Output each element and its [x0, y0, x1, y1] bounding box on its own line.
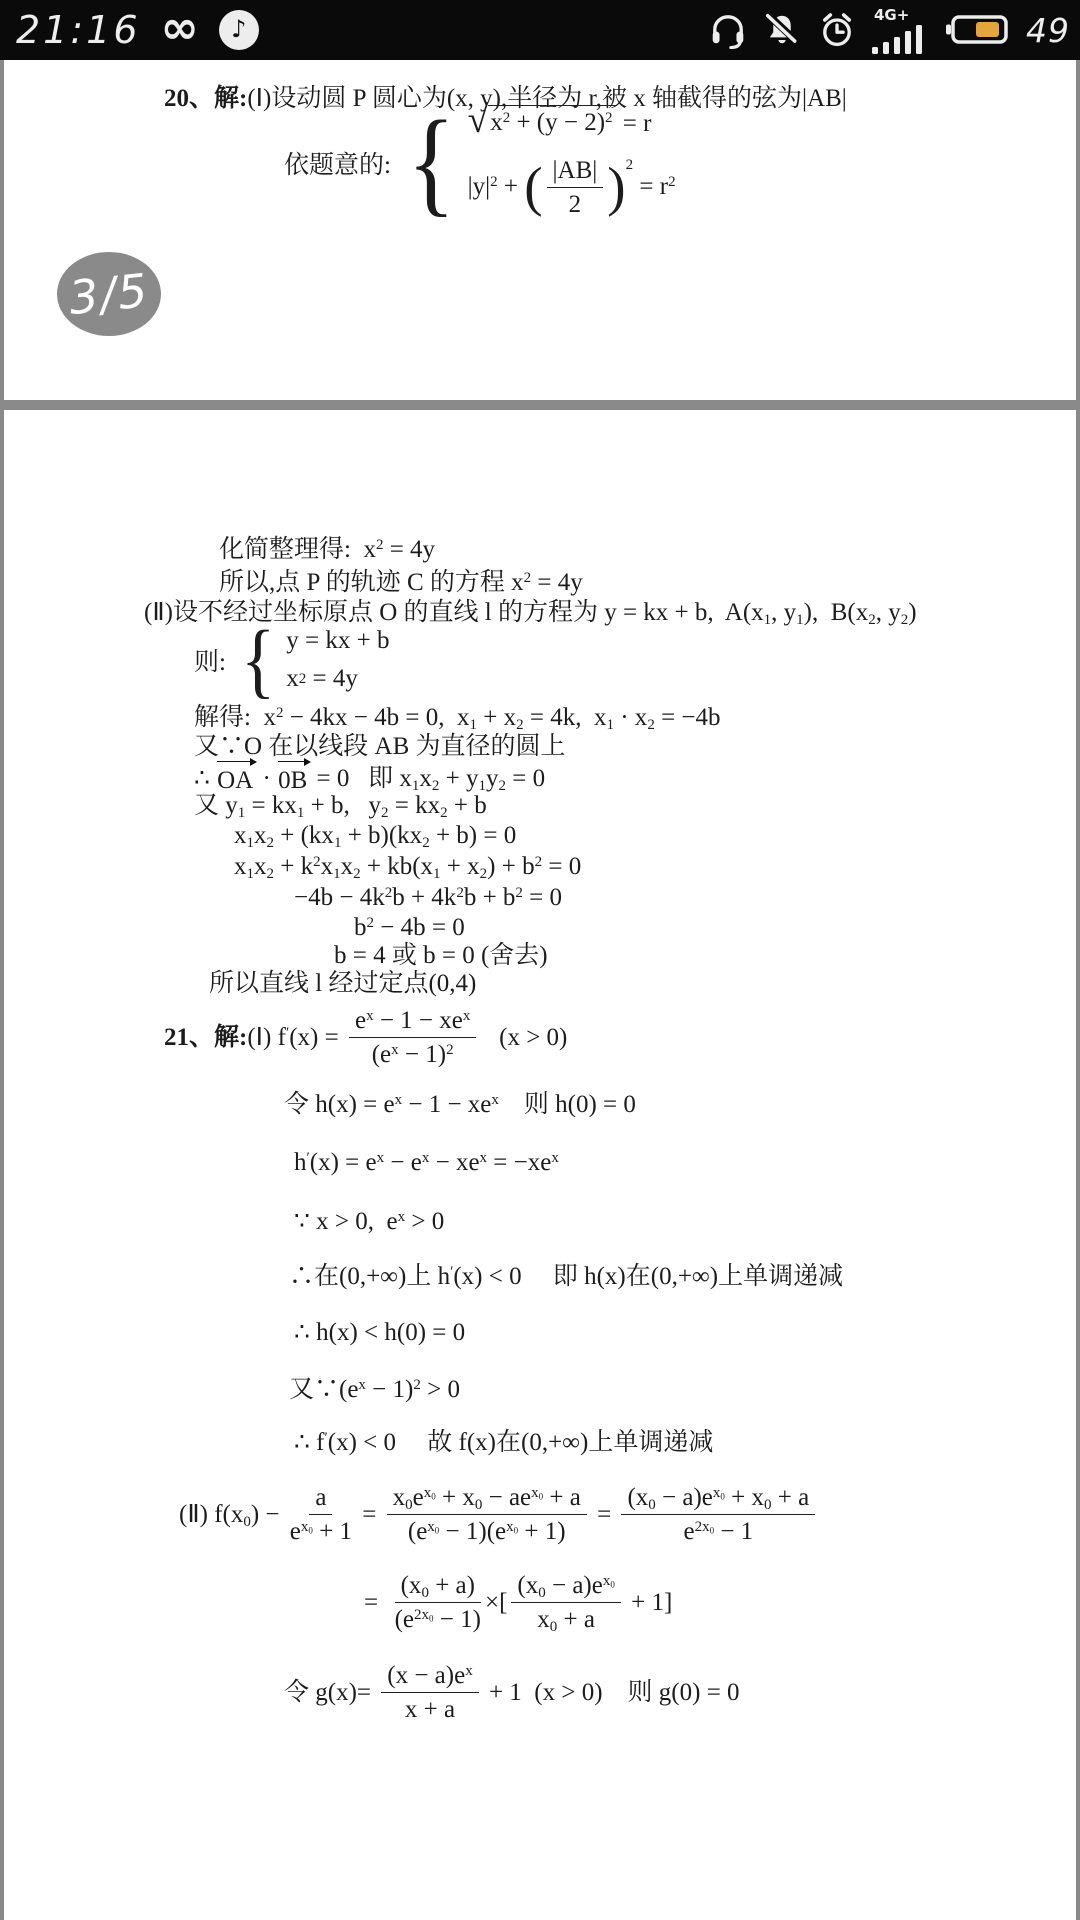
- right-paren: ): [607, 156, 626, 218]
- math-line: [294, 1147, 559, 1180]
- equation-system: [194, 613, 390, 707]
- line-text: 所以,点 P 的轨迹 C 的方程 $x^2 = 4y$: [219, 569, 583, 596]
- segment: = 0 即 $x_1x_2 + y_1y_2 = 0$: [310, 765, 546, 794]
- segment: + 1]: [624, 1588, 673, 1616]
- math-line: [284, 1089, 636, 1122]
- line-text: $-4b - 4k^2b + 4k^2b + b^2 = 0$: [294, 884, 563, 911]
- status-bar: [0, 0, 1080, 60]
- headset-icon: [709, 11, 747, 49]
- problem-number: 20、解:: [164, 85, 248, 112]
- line-text: b = 4 或 b = 0 (舍去): [334, 942, 548, 969]
- system-row: [467, 100, 652, 143]
- network-type-label: 4G+: [874, 6, 910, 24]
- system-row: y = kx + b: [286, 627, 390, 654]
- segment: ×[: [484, 1588, 508, 1616]
- denominator: $(e^x - 1)^2$: [371, 1041, 454, 1069]
- notifications-muted-icon: [762, 11, 802, 49]
- numerator: $(x_0 - a)e^{x_0} + x_0 + a$: [621, 1482, 815, 1515]
- segment: =: [364, 1588, 391, 1616]
- vector-OA: OA: [216, 761, 256, 798]
- fraction: [511, 1570, 620, 1636]
- fraction: [387, 1482, 587, 1548]
- alarm-clock-icon: [817, 10, 857, 50]
- system-label: 则:: [194, 649, 226, 676]
- denominator: $e^{2x_0} - 1$: [683, 1518, 754, 1546]
- line-text: 化简整理得: $x^2 = 4y$: [219, 536, 436, 563]
- equation-system: [284, 96, 676, 228]
- line-text: 又 $y_1 = kx_1 + b$, $y_2 = kx_2 + b$: [194, 792, 487, 821]
- exponent: 2: [625, 156, 634, 173]
- denominator: $(e^{2x_0} - 1)$: [394, 1606, 481, 1634]
- denominator: $e^{x_0} + 1$: [289, 1518, 353, 1546]
- system-label: 依题意的:: [284, 151, 391, 179]
- math-line: [289, 1261, 843, 1294]
- music-note-glyph: ♪: [231, 15, 247, 43]
- denominator: x + a: [404, 1696, 456, 1724]
- numerator: $(x_0 + a)$: [395, 1570, 481, 1603]
- segment: =: [356, 1500, 383, 1528]
- math-line: [194, 790, 487, 823]
- status-bar-left: [16, 0, 259, 60]
- cellular-signal: [872, 6, 928, 54]
- math-line: [289, 1374, 460, 1407]
- math-line: [294, 1427, 713, 1460]
- brace-glyph: {: [240, 613, 276, 707]
- clock-time: 21:16: [16, 8, 141, 52]
- page-indicator-badge: [57, 252, 161, 336]
- line-text: ∴ h(x) < h(0) = 0: [294, 1319, 466, 1346]
- line-text: (Ⅱ)设不经过坐标原点 O 的直线 l 的方程为 y = kx + b, $A(x_1$, $y_1$), $B(x_2$, $y_2$): [144, 599, 917, 628]
- math-line: [219, 567, 583, 600]
- line-text: 又∵O 在以线段 AB 为直径的圆上: [194, 733, 566, 760]
- numerator: $e^x - 1 - xe^x$: [349, 1005, 476, 1038]
- math-line: [294, 1206, 444, 1239]
- line-text: 又$\because(e^x - 1)^2 > 0$: [289, 1376, 460, 1403]
- fraction: [349, 1005, 476, 1071]
- math-line: [234, 851, 581, 884]
- radicand: $x^2 + (y - 2)^2$: [488, 105, 616, 137]
- segment: =: [590, 1500, 618, 1528]
- line-text: $b^2 - 4b = 0$: [354, 914, 465, 941]
- dot-operator: ·: [256, 765, 278, 792]
- segment: 令 g(x)=: [284, 1678, 378, 1706]
- fraction: [621, 1482, 815, 1548]
- status-bar-right: [709, 0, 1070, 60]
- math-line: [209, 968, 476, 1001]
- fraction: [547, 155, 604, 221]
- radical-glyph: √: [467, 100, 489, 141]
- sqrt-expression: [467, 100, 617, 143]
- segment: ∴: [194, 765, 217, 792]
- math-line-fraction: [284, 1660, 740, 1726]
- numerator: $(x - a)e^x$: [381, 1660, 478, 1693]
- math-line: [294, 1317, 465, 1350]
- document-page-1: [4, 60, 1076, 400]
- document-page-2: [4, 410, 1076, 1920]
- line-text: (Ⅰ)设动圆 P 圆心为(x, y),半径为 r,被 x 轴截得的弦为|AB|: [247, 85, 847, 112]
- math-line-fraction: [364, 1570, 672, 1636]
- battery-icon: [943, 13, 1011, 47]
- music-note-icon: [219, 10, 259, 50]
- signal-bars-icon: [872, 24, 928, 54]
- segment: (x > 0): [480, 1023, 568, 1051]
- vector-OB: 0B: [277, 761, 310, 798]
- math-line: [294, 882, 562, 915]
- math-line: [234, 820, 516, 853]
- line-text: ∵ x > 0, $e^x > 0$: [294, 1208, 445, 1235]
- document-viewer[interactable]: [0, 60, 1080, 1920]
- brace-glyph: {: [407, 96, 456, 228]
- fraction: [395, 1570, 481, 1636]
- math-line-fraction: [164, 1005, 567, 1071]
- denominator: $x_0 + a$: [537, 1606, 595, 1635]
- line-text: $h'(x) = e^x - e^x - xe^x = -xe^x$: [294, 1149, 559, 1176]
- fraction: [290, 1482, 352, 1548]
- segment: (Ⅰ) f′(x) =: [247, 1023, 345, 1051]
- segment: = $r^2$: [633, 173, 676, 201]
- left-paren: (: [524, 156, 543, 218]
- math-line-fraction: [179, 1482, 819, 1548]
- problem-number: 21、解:: [164, 1023, 248, 1051]
- numerator: a: [309, 1482, 332, 1515]
- infinity-icon: ∞: [160, 0, 199, 54]
- numerator: $(x_0 - a)e^{x_0}$: [511, 1570, 620, 1603]
- math-line: [219, 534, 435, 567]
- equation-rhs: = r: [616, 109, 652, 137]
- segment: (Ⅱ) $f(x_0)$ −: [179, 1500, 286, 1530]
- denominator: 2: [568, 190, 582, 218]
- numerator: |AB|: [547, 155, 604, 188]
- line-text: ∴在(0,+∞)上 h′(x) < 0 即 h(x)在(0,+∞)上单调递减: [289, 1263, 844, 1290]
- math-line: [194, 702, 721, 735]
- line-text: 解得: $x^2 - 4kx - 4b = 0$, $x_1 + x_2 = 4k$, $x_1 \cdot x_2 = -4b$: [194, 704, 721, 733]
- segment: + 1 (x > 0) 则 g(0) = 0: [482, 1678, 740, 1706]
- line-text: ∴ f′(x) < 0 故 f(x)在(0,+∞)上单调递减: [294, 1429, 714, 1456]
- fraction: [381, 1660, 478, 1726]
- battery-percent: 49: [1026, 10, 1070, 50]
- line-text: 所以直线 l 经过定点(0,4): [209, 970, 477, 997]
- system-row: x 2 = 4y: [286, 665, 358, 692]
- line-text: $x_1x_2 + (kx_1 + b)(kx_2 + b) = 0$: [234, 822, 517, 851]
- line-text: $x_1x_2 + k^2x_1x_2 + kb(x_1 + x_2) + b^2 = 0$: [234, 853, 582, 882]
- page-indicator-text: 3/5: [66, 262, 152, 326]
- segment: $|y|^2$ +: [467, 173, 525, 201]
- numerator: $x_0e^{x_0} + x_0 - ae^{x_0} + a$: [387, 1482, 587, 1515]
- line-text: 令 $h(x) = e^x - 1 - xe^x$ 则 h(0) = 0: [284, 1091, 636, 1118]
- system-row: [468, 155, 676, 221]
- denominator: $(e^{x_0} - 1)(e^{x_0} + 1)$: [407, 1518, 566, 1546]
